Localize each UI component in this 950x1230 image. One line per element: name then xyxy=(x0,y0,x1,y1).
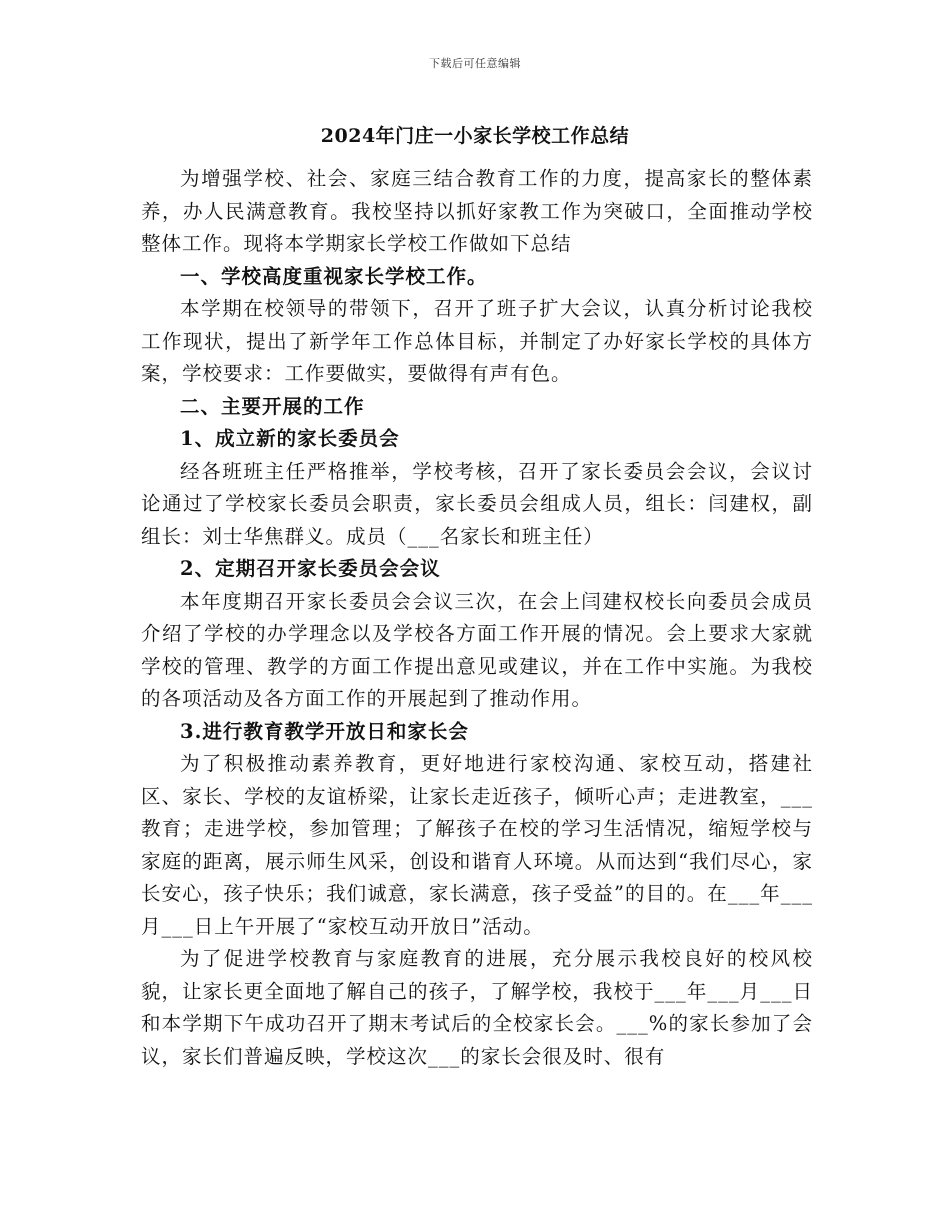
document-body xyxy=(141,163,813,1073)
section-heading-1: 一、学校高度重视家长学校工作。 xyxy=(180,264,488,288)
document-title: 2024年门庄一小家长学校工作总结 xyxy=(320,125,630,147)
paragraph-open-day: 为了积极推动素养教育，更好地进行家校沟通、家校互动，搭建社区、家长、学校的友谊桥梁，让家长走近孩子，倾听心声；走进教室，___教育；走进学校，参加管理；了解孩子在校的学习生活情况，缩短学校与家庭的距离，展示师生风采，创设和谐育人环境。从而达到“我们尽心，家长安心，孩子快乐；我们诚意，家长满意，孩子受益”的目的。在___年___月___日上午开展了“家校互动开放日”活动。 xyxy=(141,752,813,938)
paragraph-section-1: 本学期在校领导的带领下，召开了班子扩大会议，认真分析讨论我校工作现状，提出了新学年工作总体目标，并制定了办好家长学校的具体方案，学校要求：工作要做实，要做得有声有色。 xyxy=(141,297,813,385)
section-heading-2: 二、主要开展的工作 xyxy=(180,394,365,418)
paragraph-meetings: 本年度期召开家长委员会会议三次，在会上闫建权校长向委员会成员介绍了学校的办学理念以及学校各方面工作开展的情况。会上要求大家就学校的管理、教学的方面工作提出意见或建议，并在工作中实施。为我校的各项活动及各方面工作的开展起到了推动作用。 xyxy=(141,589,813,710)
subsection-heading-3: 3.进行教育教学开放日和家长会 xyxy=(180,719,469,743)
paragraph-committee: 经各班班主任严格推举，学校考核，召开了家长委员会会议，会议讨论通过了学校家长委员会职责，家长委员会组成人员，组长：闫建权，副组长：刘士华焦群义。成员（___名家长和班主任） xyxy=(141,459,813,548)
subsection-heading-1: 1、成立新的家长委员会 xyxy=(180,427,400,450)
paragraph-parent-meeting: 为了促进学校教育与家庭教育的进展，充分展示我校良好的校风校貌，让家长更全面地了解自己的孩子，了解学校，我校于___年___月___日和本学期下午成功召开了期末考试后的全校家长会。___%的家长参加了会议，家长们普遍反映，学校这次___的家长会很及时、很有 xyxy=(141,947,813,1068)
subsection-heading-2: 2、定期召开家长委员会会议 xyxy=(180,557,441,580)
paragraph-intro: 为增强学校、社会、家庭三结合教育工作的力度，提高家长的整体素养，办人民满意教育。我校坚持以抓好家教工作为突破口，全面推动学校整体工作。现将本学期家长学校工作做如下总结 xyxy=(141,167,813,255)
header-note: 下载后可任意编辑 xyxy=(429,57,521,70)
